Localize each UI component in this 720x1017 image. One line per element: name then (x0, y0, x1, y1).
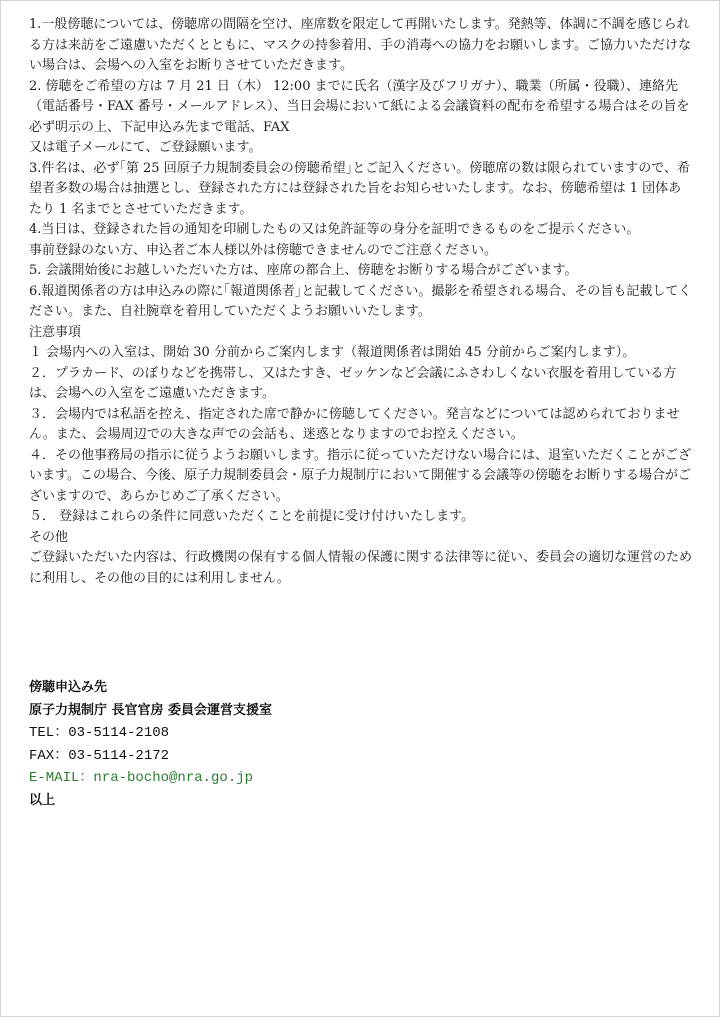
paragraph-registration-method: 又は電子メールにて、ご登録願います。 (29, 140, 262, 155)
contact-block (29, 677, 693, 812)
paragraph-unregistered: 事前登録のない方、申込者ご本人様以外は傍聴できませんのでご注意ください。 (29, 242, 498, 258)
note-item-4: ４．その他事務局の指示に従うようお願いします。指示に従っていただけない場合には、退室いただくことがございます。この場合、今後、原子力規制委員会・原子力規制庁において開催する会議等の傍聴をお断りする場合がございますので、あらかじめご了承ください。 (29, 447, 691, 504)
section-heading-notes: 注意事項 (29, 324, 82, 340)
contact-fax: FAX：03-5114-2172 (29, 747, 170, 764)
contact-tel: TEL：03-5114-2108 (29, 725, 170, 741)
contact-office: 原子力規制庁 長官官房 委員会運営支援室 (29, 702, 273, 718)
section-heading-other: その他 (29, 529, 69, 545)
paragraph-late-arrival: 5. 会議開始後にお越しいただいた方は、座席の都合上、傍聴をお断りする場合がございます。 (29, 263, 578, 278)
note-item-1: １ 会場内への入室は、開始 30 分前からご案内します（報道関係者は開始 45 分前からご案内します）。 (29, 345, 636, 360)
closing-mark: 以上 (29, 792, 56, 808)
paragraph-general-audience: 1.一般傍聴については、傍聴席の間隔を空け、座席数を限定して再開いたします。発熱等、体調に不調を感じられる方は来訪をご遠慮いただくとともに、マスクの持参着用、手の消毒への協力をお願いします。ご協力いただけない場合は、会場への入室をお断りさせていただきます。 (29, 17, 691, 73)
paragraph-subject-line: 3.件名は、必ず｢第 25 回原子力規制委員会の傍聴希望｣とご記入ください。傍聴席の数は限られていますので、希望者多数の場合は抽選とし、登録された方には登録された旨をお知らせいたします。なお、傍聴希望は 1 団体あたり 1 名までとさせていただきます。 (29, 160, 690, 217)
contact-heading: 傍聴申込み先 (29, 680, 108, 695)
note-item-2: ２．プラカード、のぼりなどを携帯し、又はたすき、ゼッケンなど会議にふさわしくない衣服を着用している方は、会場への入室をご遠慮いただきます。 (29, 365, 677, 401)
note-item-5: ５． 登録はこれらの条件に同意いただくことを前提に受け付けいたします。 (29, 509, 475, 524)
paragraph-press: 6.報道関係者の方は申込みの際に｢報道関係者｣と記載してください。撮影を希望される場合、その旨も記載してください。また、自社腕章を着用していただくようお願いいたします。 (29, 283, 692, 319)
paragraph-registration: 2. 傍聴をご希望の方は 7 月 21 日（木） 12:00 までに氏名（漢字及びフリガナ）、職業（所属・役職）、連絡先（電話番号・FAX 番号・メールアドレス）、当日会場において紙による会議資料の配布を希望する場合はその旨を必ず明示の上、下記申込み先まで電話、FAX (29, 78, 690, 135)
paragraph-privacy: ご登録いただいた内容は、行政機関の保有する個人情報の保護に関する法律等に従い、委員会の適切な運営のために利用し、その他の目的には利用しません。 (29, 550, 693, 586)
paragraph-identification: 4.当日は、登録された旨の通知を印刷したもの又は免許証等の身分を証明できるものをご提示ください。 (29, 222, 640, 237)
contact-email[interactable]: E-MAIL：nra-bocho@nra.go.jp (29, 770, 254, 786)
note-item-3: ３．会場内では私語を控え、指定された席で静かに傍聴してください。発言などについては認められておりません。また、会場周辺での大きな声での会話も、迷惑となりますのでお控えください。 (29, 406, 680, 442)
notice-body (29, 15, 693, 589)
